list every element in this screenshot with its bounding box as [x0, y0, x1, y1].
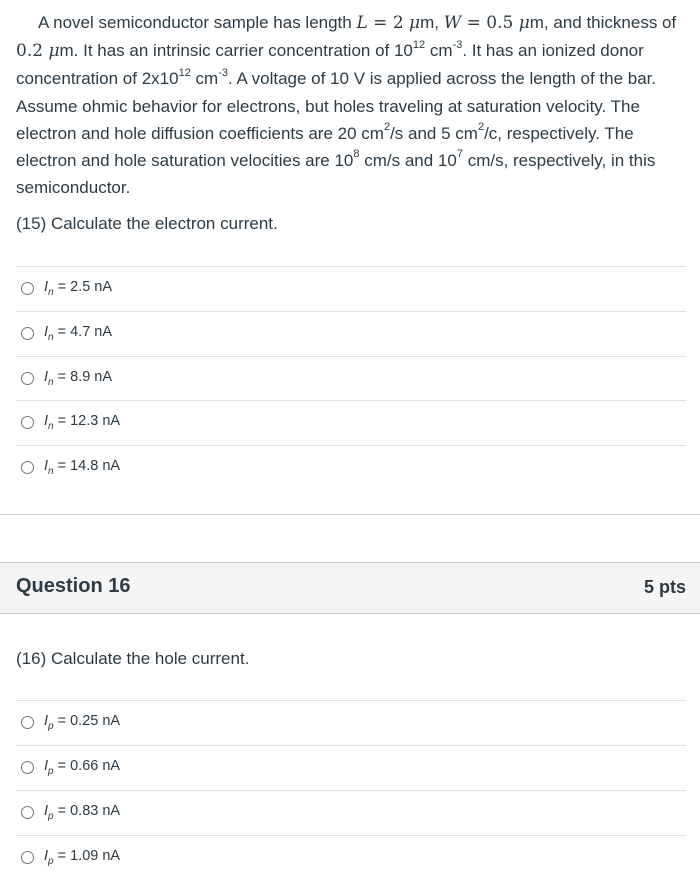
- answer-option[interactable]: [16, 445, 686, 489]
- radio-button[interactable]: [21, 716, 34, 729]
- answer-option[interactable]: [16, 790, 686, 834]
- answer-label: $I_p = 0.83$ nA: [44, 803, 121, 822]
- radio-button[interactable]: [21, 282, 34, 295]
- answer-option[interactable]: [16, 311, 686, 355]
- question-points: 5 pts: [643, 577, 686, 597]
- answer-label: $I_p = 1.09$ nA: [44, 848, 121, 867]
- question-15-prompt: (15) Calculate the electron current.: [16, 214, 278, 233]
- answer-label: $I_p = 0.66$ nA: [44, 758, 121, 777]
- answer-label: $I_n = 2.5$ nA: [44, 279, 113, 298]
- answer-label: $I_n = 12.3$ nA: [44, 413, 121, 432]
- radio-button[interactable]: [21, 416, 34, 429]
- question-16-header: [0, 562, 700, 614]
- radio-button[interactable]: [21, 851, 34, 864]
- radio-button[interactable]: [21, 806, 34, 819]
- question-title: Question 16: [16, 575, 131, 597]
- answer-label: $I_n = 4.7$ nA: [44, 324, 113, 343]
- question-divider: [0, 514, 700, 515]
- answer-label: $I_p = 0.25$ nA: [44, 713, 121, 732]
- radio-button[interactable]: [21, 372, 34, 385]
- question-16-prompt: (16) Calculate the hole current.: [16, 649, 250, 668]
- answer-option[interactable]: [16, 356, 686, 400]
- answer-option[interactable]: [16, 700, 686, 744]
- answer-label: $I_n = 14.8$ nA: [44, 458, 121, 477]
- answer-option[interactable]: [16, 266, 686, 310]
- answer-option[interactable]: [16, 835, 686, 879]
- radio-button[interactable]: [21, 461, 34, 474]
- radio-button[interactable]: [21, 761, 34, 774]
- answer-option[interactable]: [16, 400, 686, 444]
- answer-option[interactable]: [16, 745, 686, 789]
- radio-button[interactable]: [21, 327, 34, 340]
- answer-label: $I_n = 8.9$ nA: [44, 369, 113, 388]
- question-15-stem: A novel semiconductor sample has length L = 2 μm, W = 0.5 μm, and thickness of 0.2 μm. It has an intrinsic carrier concentration of $10^{12}$ $cm^{-3}$. It has an ionized donor concentration of $2x10^{12}$ $cm^{-3}$. A voltage of 10 V is applied across the length of the bar. Assume ohmic behavior for electrons, but holes traveling at saturation velocity. The electron and hole diffusion coefficients are 20 $cm^2/s$ and 5 $cm^2/c$, respectively. The electron and hole saturation velocities are $10^8$ cm/s and $10^7$ cm/s, respectively, in this semiconductor.: [16, 13, 677, 198]
